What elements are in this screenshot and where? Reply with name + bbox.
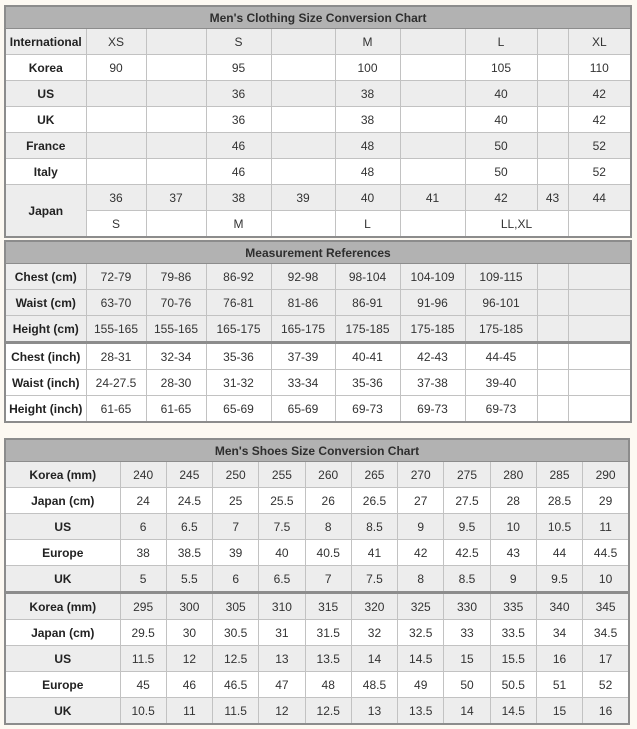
size-cell [568, 370, 631, 396]
row-label: Korea [5, 55, 86, 81]
size-cell: 65-69 [271, 396, 335, 423]
size-cell [146, 81, 206, 107]
size-cell: 7.5 [351, 566, 397, 593]
size-cell [146, 29, 206, 55]
size-cell [400, 133, 465, 159]
size-cell: 12 [259, 698, 305, 725]
size-cell: 69-73 [400, 396, 465, 423]
size-cell: 35-36 [206, 343, 271, 370]
row-label: Europe [5, 672, 120, 698]
table-row [5, 646, 629, 672]
size-cell: 24 [120, 488, 166, 514]
size-cell: 76-81 [206, 290, 271, 316]
size-cell: S [86, 211, 146, 238]
size-cell: 255 [259, 462, 305, 488]
size-cell: 285 [536, 462, 582, 488]
table-row [5, 81, 631, 107]
size-cell: 165-175 [206, 316, 271, 343]
table-row [5, 672, 629, 698]
row-label: UK [5, 698, 120, 725]
size-cell: 31 [259, 620, 305, 646]
size-cell: 155-165 [146, 316, 206, 343]
size-cell: 11 [166, 698, 212, 725]
size-cell: 41 [351, 540, 397, 566]
table-row [5, 462, 629, 488]
table-title-row [5, 6, 631, 29]
size-cell: 44 [536, 540, 582, 566]
size-cell: XL [568, 29, 631, 55]
size-cell [537, 370, 568, 396]
size-cell: 9 [490, 566, 536, 593]
size-cell: 42.5 [444, 540, 490, 566]
row-label: Korea (mm) [5, 462, 120, 488]
size-cell: 42 [568, 81, 631, 107]
size-cell: 335 [490, 593, 536, 620]
size-cell [146, 133, 206, 159]
size-cell [568, 396, 631, 423]
size-cell: 8 [305, 514, 351, 540]
table-row [5, 698, 629, 725]
size-cell: 46.5 [213, 672, 259, 698]
size-cell: 69-73 [335, 396, 400, 423]
size-cell: 28-30 [146, 370, 206, 396]
table-row [5, 29, 631, 55]
table-row [5, 370, 631, 396]
table-row [5, 159, 631, 185]
table-row [5, 396, 631, 423]
size-cell: 6 [120, 514, 166, 540]
size-cell: 10.5 [536, 514, 582, 540]
row-label: Height (cm) [5, 316, 86, 343]
size-cell: 52 [568, 133, 631, 159]
size-cell [568, 290, 631, 316]
size-cell: M [206, 211, 271, 238]
size-cell [86, 107, 146, 133]
size-cell: 7 [305, 566, 351, 593]
size-cell: 32.5 [398, 620, 444, 646]
size-cell: 315 [305, 593, 351, 620]
size-cell: 35-36 [335, 370, 400, 396]
size-cell: 14.5 [398, 646, 444, 672]
size-cell: 26 [305, 488, 351, 514]
shoes-table-body [5, 462, 629, 725]
size-cell: 50 [465, 133, 537, 159]
size-cell: 63-70 [86, 290, 146, 316]
size-cell [537, 316, 568, 343]
table-row [5, 316, 631, 343]
size-cell: 48 [305, 672, 351, 698]
row-label: Korea (mm) [5, 593, 120, 620]
size-cell: 98-104 [335, 264, 400, 290]
size-cell [400, 81, 465, 107]
table-title-row [5, 439, 629, 462]
row-label: France [5, 133, 86, 159]
size-cell: 86-91 [335, 290, 400, 316]
size-cell: 41 [400, 185, 465, 211]
size-cell: 175-185 [465, 316, 537, 343]
size-cell: 72-79 [86, 264, 146, 290]
size-cell: 38.5 [166, 540, 212, 566]
size-cell: 250 [213, 462, 259, 488]
size-cell: 330 [444, 593, 490, 620]
table-row [5, 185, 631, 211]
size-cell: 27.5 [444, 488, 490, 514]
size-cell: L [465, 29, 537, 55]
size-cell: 91-96 [400, 290, 465, 316]
size-cell: 39 [213, 540, 259, 566]
size-cell: 46 [166, 672, 212, 698]
size-cell: 48.5 [351, 672, 397, 698]
size-cell: 47 [259, 672, 305, 698]
size-cell: 12.5 [305, 698, 351, 725]
size-cell: 43 [490, 540, 536, 566]
size-cell: 45 [120, 672, 166, 698]
size-cell: 29 [583, 488, 629, 514]
size-cell: 40-41 [335, 343, 400, 370]
clothing-chart-title: Men's Clothing Size Conversion Chart [5, 6, 631, 29]
size-cell: 38 [335, 107, 400, 133]
size-cell [537, 133, 568, 159]
clothing-table-body [5, 29, 631, 238]
size-cell: 31.5 [305, 620, 351, 646]
size-cell: 260 [305, 462, 351, 488]
measurement-references-title: Measurement References [5, 241, 631, 264]
size-cell: 42-43 [400, 343, 465, 370]
size-cell: 155-165 [86, 316, 146, 343]
size-cell: 79-86 [146, 264, 206, 290]
size-cell: 340 [536, 593, 582, 620]
size-cell: 14 [351, 646, 397, 672]
size-cell: 37 [146, 185, 206, 211]
size-cell: 25 [213, 488, 259, 514]
measurement-table-header [5, 241, 631, 264]
size-cell: 37-39 [271, 343, 335, 370]
size-cell: 305 [213, 593, 259, 620]
size-cell: 10.5 [120, 698, 166, 725]
size-cell [568, 211, 631, 238]
row-label: International [5, 29, 86, 55]
size-cell: 42 [568, 107, 631, 133]
size-cell: 25.5 [259, 488, 305, 514]
size-cell [400, 107, 465, 133]
size-cell: 104-109 [400, 264, 465, 290]
size-cell: 310 [259, 593, 305, 620]
table-title-row [5, 241, 631, 264]
size-cell: 11 [583, 514, 629, 540]
size-cell: 36 [206, 107, 271, 133]
size-cell: 44-45 [465, 343, 537, 370]
table-row [5, 566, 629, 593]
size-cell: 165-175 [271, 316, 335, 343]
size-cell: 86-92 [206, 264, 271, 290]
size-cell: 24-27.5 [86, 370, 146, 396]
table-row [5, 540, 629, 566]
size-cell: 105 [465, 55, 537, 81]
table-row [5, 343, 631, 370]
size-cell: 32-34 [146, 343, 206, 370]
size-cell: 40.5 [305, 540, 351, 566]
size-cell: 33-34 [271, 370, 335, 396]
size-cell: 300 [166, 593, 212, 620]
size-cell: 50.5 [490, 672, 536, 698]
size-cell: 52 [583, 672, 629, 698]
shoes-size-table [4, 438, 630, 725]
size-cell: 81-86 [271, 290, 335, 316]
size-cell [568, 316, 631, 343]
row-label: Height (inch) [5, 396, 86, 423]
row-label: Japan [5, 185, 86, 238]
table-row [5, 620, 629, 646]
size-cell: 30 [166, 620, 212, 646]
row-label: UK [5, 566, 120, 593]
size-cell: 33.5 [490, 620, 536, 646]
size-cell: 109-115 [465, 264, 537, 290]
size-cell [537, 81, 568, 107]
size-cell [146, 211, 206, 238]
size-cell: 10 [583, 566, 629, 593]
row-label: US [5, 81, 86, 107]
size-cell: 10 [490, 514, 536, 540]
table-row [5, 211, 631, 238]
size-cell: 38 [335, 81, 400, 107]
size-cell: 40 [335, 185, 400, 211]
row-label: UK [5, 107, 86, 133]
size-cell [568, 343, 631, 370]
size-cell [146, 55, 206, 81]
size-cell: 110 [568, 55, 631, 81]
size-cell: 52 [568, 159, 631, 185]
size-cell: 6 [213, 566, 259, 593]
size-cell: 5.5 [166, 566, 212, 593]
size-cell: 90 [86, 55, 146, 81]
size-cell: 28.5 [536, 488, 582, 514]
size-cell [271, 29, 335, 55]
size-cell [271, 81, 335, 107]
size-cell [568, 264, 631, 290]
row-label: Waist (inch) [5, 370, 86, 396]
size-cell: 275 [444, 462, 490, 488]
size-cell: 36 [206, 81, 271, 107]
size-cell: 61-65 [146, 396, 206, 423]
size-cell: L [335, 211, 400, 238]
size-cell: 16 [583, 698, 629, 725]
size-cell: 29.5 [120, 620, 166, 646]
size-cell: 270 [398, 462, 444, 488]
size-cell: 34.5 [583, 620, 629, 646]
size-cell: 49 [398, 672, 444, 698]
size-cell [146, 107, 206, 133]
size-cell: 27 [398, 488, 444, 514]
size-cell: 24.5 [166, 488, 212, 514]
size-cell: 26.5 [351, 488, 397, 514]
size-cell: 100 [335, 55, 400, 81]
size-cell: 345 [583, 593, 629, 620]
row-label: Chest (inch) [5, 343, 86, 370]
clothing-table-header [5, 6, 631, 29]
size-cell: 13 [351, 698, 397, 725]
size-cell [537, 264, 568, 290]
size-cell: 48 [335, 133, 400, 159]
size-cell [400, 29, 465, 55]
size-cell: 40 [465, 107, 537, 133]
shoes-chart-title: Men's Shoes Size Conversion Chart [5, 439, 629, 462]
size-cell: 50 [444, 672, 490, 698]
size-cell: 15.5 [490, 646, 536, 672]
size-cell: 37-38 [400, 370, 465, 396]
size-cell: 6.5 [166, 514, 212, 540]
size-cell: 245 [166, 462, 212, 488]
size-cell: 31-32 [206, 370, 271, 396]
row-label: Chest (cm) [5, 264, 86, 290]
size-cell: 9.5 [444, 514, 490, 540]
size-cell [400, 55, 465, 81]
size-cell: 42 [465, 185, 537, 211]
size-cell: 8 [398, 566, 444, 593]
table-row [5, 290, 631, 316]
size-cell: 61-65 [86, 396, 146, 423]
table-row [5, 107, 631, 133]
size-cell: 42 [398, 540, 444, 566]
row-label: Japan (cm) [5, 620, 120, 646]
size-cell: 320 [351, 593, 397, 620]
size-cell: 69-73 [465, 396, 537, 423]
size-cell: 11.5 [120, 646, 166, 672]
size-cell: 65-69 [206, 396, 271, 423]
size-cell [537, 290, 568, 316]
size-cell [271, 133, 335, 159]
size-cell: 175-185 [400, 316, 465, 343]
size-cell: 15 [536, 698, 582, 725]
size-cell: 44.5 [583, 540, 629, 566]
size-cell: 240 [120, 462, 166, 488]
size-cell: 38 [120, 540, 166, 566]
size-cell [537, 55, 568, 81]
size-cell: 39 [271, 185, 335, 211]
size-cell: 5 [120, 566, 166, 593]
size-cell [146, 159, 206, 185]
size-cell [400, 211, 465, 238]
row-label: US [5, 646, 120, 672]
size-cell: 7 [213, 514, 259, 540]
size-cell [271, 211, 335, 238]
size-cell: 44 [568, 185, 631, 211]
size-cell: 9.5 [536, 566, 582, 593]
size-cell: 8.5 [351, 514, 397, 540]
size-cell: 12 [166, 646, 212, 672]
shoes-table-header [5, 439, 629, 462]
size-cell: 290 [583, 462, 629, 488]
size-cell [537, 396, 568, 423]
size-cell: 8.5 [444, 566, 490, 593]
size-cell: 40 [259, 540, 305, 566]
size-cell: 36 [86, 185, 146, 211]
size-cell: 50 [465, 159, 537, 185]
table-row [5, 55, 631, 81]
size-cell: 265 [351, 462, 397, 488]
size-cell: 17 [583, 646, 629, 672]
size-cell: 13.5 [398, 698, 444, 725]
size-cell: 295 [120, 593, 166, 620]
row-label: Waist (cm) [5, 290, 86, 316]
size-cell [537, 107, 568, 133]
size-cell: 6.5 [259, 566, 305, 593]
size-cell [86, 81, 146, 107]
size-cell [537, 29, 568, 55]
size-cell [271, 107, 335, 133]
row-label: Japan (cm) [5, 488, 120, 514]
size-cell: 96-101 [465, 290, 537, 316]
table-row [5, 133, 631, 159]
size-cell: 9 [398, 514, 444, 540]
size-cell: 14 [444, 698, 490, 725]
size-cell: LL,XL [465, 211, 568, 238]
size-cell: 46 [206, 133, 271, 159]
size-cell: 15 [444, 646, 490, 672]
size-cell [271, 159, 335, 185]
size-cell [537, 343, 568, 370]
size-cell: M [335, 29, 400, 55]
table-row [5, 488, 629, 514]
size-cell: 70-76 [146, 290, 206, 316]
size-cell: XS [86, 29, 146, 55]
size-cell: 28 [490, 488, 536, 514]
table-row [5, 264, 631, 290]
size-cell: 46 [206, 159, 271, 185]
size-cell: 7.5 [259, 514, 305, 540]
size-cell: 95 [206, 55, 271, 81]
size-cell: 30.5 [213, 620, 259, 646]
measurement-references-table [4, 240, 632, 423]
size-cell: 325 [398, 593, 444, 620]
size-cell: 13.5 [305, 646, 351, 672]
size-cell: 33 [444, 620, 490, 646]
row-label: US [5, 514, 120, 540]
table-row [5, 514, 629, 540]
size-cell [271, 55, 335, 81]
size-cell: 13 [259, 646, 305, 672]
row-label: Europe [5, 540, 120, 566]
size-cell: 43 [537, 185, 568, 211]
size-cell: 38 [206, 185, 271, 211]
size-cell [400, 159, 465, 185]
size-cell: 12.5 [213, 646, 259, 672]
measurement-table-body [5, 264, 631, 423]
size-cell [537, 159, 568, 185]
size-cell: 11.5 [213, 698, 259, 725]
size-cell: 175-185 [335, 316, 400, 343]
size-cell: 14.5 [490, 698, 536, 725]
row-label: Italy [5, 159, 86, 185]
size-cell: 51 [536, 672, 582, 698]
size-cell: 40 [465, 81, 537, 107]
size-cell [86, 159, 146, 185]
size-cell: 16 [536, 646, 582, 672]
clothing-size-table [4, 5, 632, 238]
size-cell: 34 [536, 620, 582, 646]
size-cell: 48 [335, 159, 400, 185]
size-cell: 32 [351, 620, 397, 646]
table-row [5, 593, 629, 620]
size-cell: S [206, 29, 271, 55]
size-cell: 39-40 [465, 370, 537, 396]
size-cell: 28-31 [86, 343, 146, 370]
size-cell: 280 [490, 462, 536, 488]
size-cell: 92-98 [271, 264, 335, 290]
size-cell [86, 133, 146, 159]
